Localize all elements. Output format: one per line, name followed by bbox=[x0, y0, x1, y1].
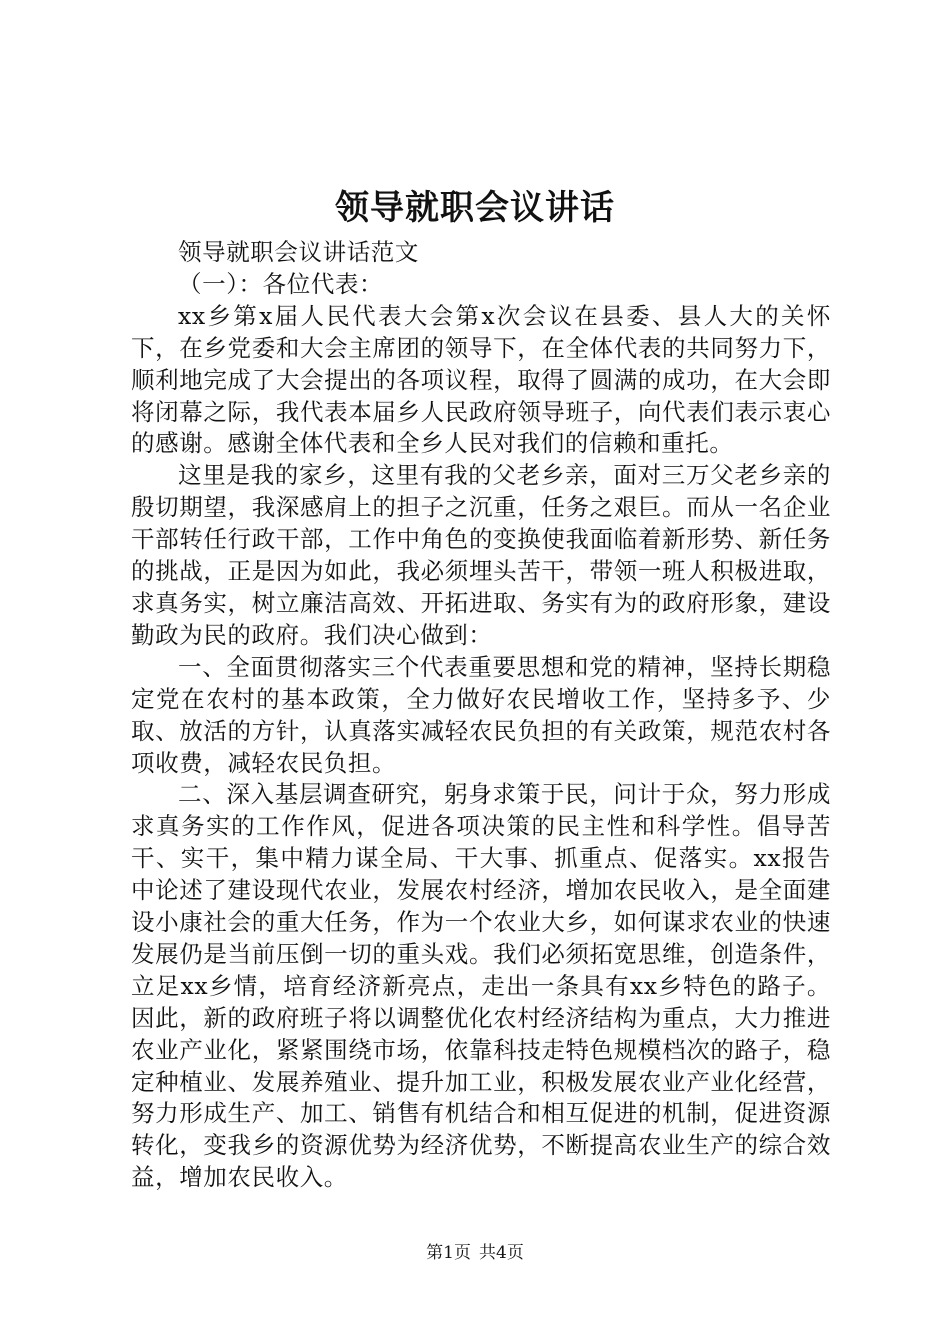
document-title: 领导就职会议讲话 bbox=[335, 188, 615, 228]
body-paragraph: 这里是我的家乡，这里有我的父老乡亲，面对三万父老乡亲的殷切期望，我深感肩上的担子之沉重，任务之艰巨。而从一名企业干部转任行政干部，工作中角色的变换使我面临着新形势、新任务的挑战，正是因为如此，我必须埋头苦干，带领一班人积极进取，求真务实，树立廉洁高效、开拓进取、务实有为的政府形象，建设勤政为民的政府。我们决心做到： bbox=[131, 461, 831, 649]
page-total: 共4页 bbox=[479, 1243, 524, 1263]
document-body bbox=[131, 237, 831, 1194]
body-paragraph: xx乡第x届人民代表大会第x次会议在县委、县人大的关怀下，在乡党委和大会主席团的领导下，在全体代表的共同努力下，顺利地完成了大会提出的各项议程，取得了圆满的成功，在大会即将闭幕之际，我代表本届乡人民政府领导班子，向代表们表示衷心的感谢。感谢全体代表和全乡人民对我们的信赖和重托。 bbox=[131, 301, 831, 458]
page-footer bbox=[0, 1242, 950, 1264]
subtitle-paragraph: 领导就职会议讲话范文 bbox=[178, 238, 419, 266]
body-paragraph: 一、全面贯彻落实三个代表重要思想和党的精神，坚持长期稳定党在农村的基本政策，全力做好农民增收工作，坚持多予、少取、放活的方针，认真落实减轻农民负担的有关政策，规范农村各项收费，减轻农民负担。 bbox=[131, 652, 831, 777]
page-number: 第1页 bbox=[426, 1243, 471, 1263]
salutation-paragraph: （一）：各位代表： bbox=[178, 269, 384, 298]
body-paragraph: 二、深入基层调查研究，躬身求策于民，问计于众，努力形成求真务实的工作作风，促进各项决策的民主性和科学性。倡导苦干、实干，集中精力谋全局、干大事、抓重点、促落实。xx报告中论述了建设现代农业，发展农村经济，增加农民收入，是全面建设小康社会的重大任务，作为一个农业大乡，如何谋求农业的快速发展仍是当前压倒一切的重头戏。我们必须拓宽思维，创造条件，立足xx乡情，培育经济新亮点，走出一条具有xx乡特色的路子。因此，新的政府班子将以调整优化农村经济结构为重点，大力推进农业产业化，紧紧围绕市场，依靠科技走特色规模档次的路子，稳定种植业、发展养殖业、提升加工业，积极发展农业产业化经营，努力形成生产、加工、销售有机结合和相互促进的机制，促进资源转化，变我乡的资源优势为经济优势，不断提高农业生产的综合效益，增加农民收入。 bbox=[131, 780, 831, 1192]
